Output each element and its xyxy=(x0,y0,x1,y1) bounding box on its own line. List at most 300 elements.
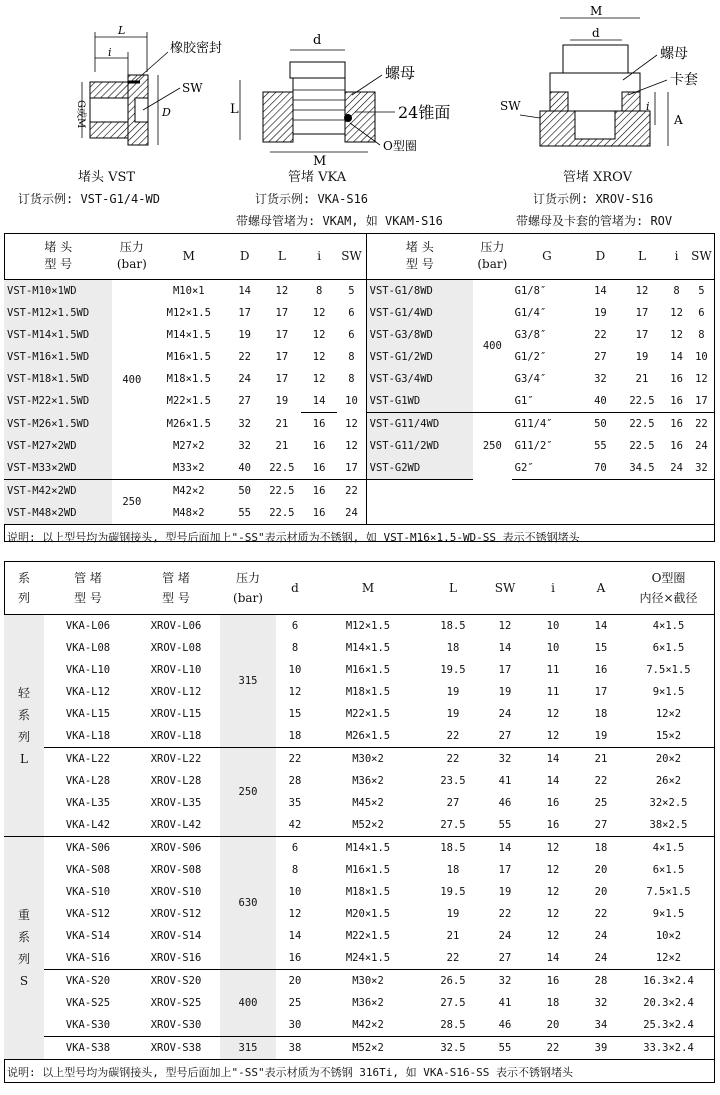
table1-cell: 16 xyxy=(665,390,688,413)
table2-cell: 18 xyxy=(288,730,302,742)
table2-cell: VKA-S14 xyxy=(65,930,111,942)
xrov-order-example: 订货示例: XROV-S16 xyxy=(533,192,654,206)
table1-right-header: G xyxy=(512,233,583,280)
table2-cell: 18.5 xyxy=(440,620,466,632)
table1-cell: M42×2 xyxy=(172,485,205,497)
table1-model-cell: VST-M42×2WD xyxy=(4,480,112,503)
table1-cell: 40 xyxy=(226,457,262,480)
table1-cell: 12 xyxy=(275,285,289,297)
table1-cell: M14×1.5 xyxy=(166,329,211,341)
table1-right-header: 压力 (bar) xyxy=(473,233,512,280)
table1-cell: 17 xyxy=(688,390,715,413)
table1-cell: 70 xyxy=(582,457,618,480)
table1-model-cell: VST-G2WD xyxy=(366,457,473,480)
table2-cell: 16 xyxy=(594,664,608,676)
table1-cell: 12 xyxy=(635,285,649,297)
table1-cell: 19 xyxy=(594,307,607,319)
vka-nut-label: 螺母 xyxy=(385,64,416,82)
table1-cell: 19 xyxy=(275,395,289,408)
vka-m-label: M xyxy=(313,154,327,169)
table2-cell: VKA-L10 xyxy=(65,664,111,676)
table1-note-row xyxy=(4,525,715,550)
table2-cell: 27.5 xyxy=(440,819,466,831)
table2-cell: XROV-S30 xyxy=(150,1019,202,1031)
table1-note: 说明: 以上型号均为碳钢接头, 型号后面加上"-SS"表示材质为不锈钢, 如 VST-M16×1.5-WD-SS 表示不锈钢堵头 xyxy=(4,525,715,550)
table2-cell: 22 xyxy=(594,775,608,787)
table2-cell: 27 xyxy=(498,730,512,742)
table2-cell: VKA-S06 xyxy=(44,837,132,860)
table2-row xyxy=(4,970,715,993)
table2-cell: 19 xyxy=(498,686,512,698)
table1-empty-cell xyxy=(366,480,715,503)
table2-cell: 18 xyxy=(580,837,622,860)
table2-header: 管 堵 型 号 xyxy=(44,561,132,615)
table1-cell: 14 xyxy=(594,285,607,297)
table1-cell: 34.5 xyxy=(619,457,666,480)
table1-cell: 22 xyxy=(337,480,366,503)
table2-cell: VKA-L35 xyxy=(65,797,111,809)
table2-cell: M14×1.5 xyxy=(314,837,422,860)
table1-cell: M48×2 xyxy=(172,507,205,519)
table1-cell: 50 xyxy=(238,485,251,497)
table2-row xyxy=(4,1014,715,1037)
table2-header: 管 堵 型 号 xyxy=(132,561,220,615)
table2-cell: M16×1.5 xyxy=(345,664,391,676)
table2-cell: 22 xyxy=(498,908,512,920)
table2-cell: 8 xyxy=(291,864,299,876)
table1-cell: 22.5 xyxy=(269,507,295,519)
table1-cell: 17 xyxy=(635,329,649,341)
table1-pressure-cell: 400 xyxy=(482,340,502,352)
table2-pressure-cell: 250 xyxy=(220,748,276,837)
table1-cell: 22 xyxy=(238,351,251,363)
table2-cell: VKA-S10 xyxy=(65,886,111,898)
table2-header: i xyxy=(526,561,580,615)
table2-cell: M45×2 xyxy=(352,797,384,809)
table1-cell: 12 xyxy=(337,413,366,436)
table1-cell: M16×1.5 xyxy=(166,351,211,363)
table2-cell: 20 xyxy=(594,886,608,898)
table2-cell: 7.5×1.5 xyxy=(646,886,691,898)
table2-row xyxy=(4,881,715,903)
table1-cell: 16 xyxy=(670,373,683,385)
table1-pressure-cell: 400 xyxy=(122,373,142,386)
table2-cell: 41 xyxy=(498,997,512,1009)
table2-row xyxy=(4,659,715,681)
table2-cell: VKA-L18 xyxy=(65,730,111,742)
table1-model-cell: VST-M12×1.5WD xyxy=(4,302,112,324)
table1-row xyxy=(4,324,715,346)
table1-cell: 14 xyxy=(670,351,683,363)
table2-cell: 12 xyxy=(546,886,560,898)
table1-cell: 24 xyxy=(238,373,251,385)
table2-cell: 18.5 xyxy=(422,837,484,860)
table2-row xyxy=(4,637,715,659)
table2-cell: 32.5 xyxy=(422,1037,484,1060)
table2-cell: M36×2 xyxy=(352,775,384,787)
table1-cell: 24 xyxy=(337,502,366,525)
table1-cell: 22 xyxy=(695,418,708,430)
table2-cell: 32×2.5 xyxy=(649,797,688,809)
table2-cell: M12×1.5 xyxy=(345,620,391,632)
table2-cell: 12 xyxy=(546,708,560,720)
table1-model-cell: VST-M48×2WD xyxy=(4,502,112,525)
table2-cell: 21 xyxy=(580,748,622,771)
table1-model-cell: VST-G11/2WD xyxy=(366,435,473,457)
table2-cell: VKA-L08 xyxy=(65,642,111,654)
table1-cell: 12 xyxy=(312,351,326,363)
table2-cell: 17 xyxy=(498,664,512,676)
table2-cell: 12 xyxy=(288,686,302,698)
table2-cell: 32 xyxy=(594,997,608,1009)
table1-cell: 12 xyxy=(670,329,683,341)
table1-left-header: 压力 (bar) xyxy=(112,233,151,280)
table2-cell: 16 xyxy=(546,797,560,809)
table1-cell: 14 xyxy=(238,285,251,297)
table1-cell: 17 xyxy=(337,457,366,480)
table2-cell: 32 xyxy=(484,748,526,771)
table2-cell: M16×1.5 xyxy=(345,864,391,876)
vst-drawing xyxy=(75,24,222,145)
table2-cell: 20 xyxy=(594,864,608,876)
table2-cell: 19 xyxy=(446,708,460,720)
table2-cell: 28.5 xyxy=(440,1019,466,1031)
table2-note: 说明: 以上型号均为碳钢接头, 型号后面加上"-SS"表示材质为不锈钢 316Ti, 如 VKA-S16-SS 表示不锈钢堵头 xyxy=(4,1060,715,1085)
table2-cell: 19 xyxy=(446,908,460,920)
table2-cell: XROV-L12 xyxy=(150,686,202,698)
table1-cell: 12 xyxy=(337,435,366,457)
table2-cell: XROV-S10 xyxy=(150,886,202,898)
table2-header: d xyxy=(276,561,314,615)
table1-cell: 21 xyxy=(275,417,289,430)
table1-cell: 27 xyxy=(238,395,251,408)
vst-caption: 堵头 VST xyxy=(78,170,136,185)
vka-d-label: d xyxy=(313,33,322,48)
table1-row xyxy=(4,346,715,368)
table1-row xyxy=(4,413,715,436)
table1-cell: 16 xyxy=(670,418,683,430)
table2-cell: M14×1.5 xyxy=(345,642,391,654)
table1-cell: 16 xyxy=(301,457,337,480)
table1-cell: G3/4″ xyxy=(514,373,547,385)
table2-cell: M22×1.5 xyxy=(345,708,391,720)
table2-pressure-cell: 400 xyxy=(220,970,276,1037)
table2-cell: 14 xyxy=(526,748,580,771)
table2-cell: XROV-L15 xyxy=(150,708,202,720)
table1-right-header: i xyxy=(665,233,688,280)
table2-cell: 27.5 xyxy=(440,997,466,1009)
table1-row xyxy=(4,368,715,390)
xrov-m-label: M xyxy=(590,4,603,18)
table2-cell: 25 xyxy=(594,797,608,809)
table2-cell: 14 xyxy=(546,952,560,964)
table2-header: O型圈 内径×截径 xyxy=(622,561,715,615)
table2-cell: 22 xyxy=(446,952,460,964)
table1-cell: 19 xyxy=(635,351,649,363)
table2-row xyxy=(4,992,715,1014)
table1-row xyxy=(4,280,715,303)
table2-cell: 14 xyxy=(484,837,526,860)
table2-cell: M52×2 xyxy=(352,819,384,831)
table2-header: A xyxy=(580,561,622,615)
table1-cell: 32 xyxy=(238,417,251,430)
table1-model-cell: VST-M14×1.5WD xyxy=(4,324,112,346)
table2-cell: 15×2 xyxy=(655,730,682,742)
table1-cell: 19 xyxy=(238,329,251,341)
vka-xrov-spec-table xyxy=(4,561,715,1084)
xrov-sleeve-label: 卡套 xyxy=(670,72,698,88)
table1-left-header: M xyxy=(151,233,226,280)
table2-cell: M36×2 xyxy=(352,997,384,1009)
vst-seal-label: 橡胶密封 xyxy=(170,41,223,56)
table1-cell: 32 xyxy=(238,440,251,452)
table1-left-header: L xyxy=(263,233,301,280)
table2-cell: 46 xyxy=(498,797,512,809)
table1-cell: 16 xyxy=(312,440,326,452)
table1-cell: 17 xyxy=(635,307,649,319)
table2-cell: 10 xyxy=(546,642,560,654)
table1-row xyxy=(4,435,715,457)
table2-cell: 6 xyxy=(291,620,299,632)
vst-g-label: G或M xyxy=(75,100,86,129)
table1-header-row xyxy=(4,233,715,280)
table1-left-header: i xyxy=(301,233,337,280)
table2-pressure-cell: 315 xyxy=(220,615,276,748)
table2-cell: 27 xyxy=(498,952,512,964)
table1-cell: 21 xyxy=(635,373,649,385)
table2-cell: VKA-S30 xyxy=(65,1019,111,1031)
table1-cell: M10×1 xyxy=(172,285,205,297)
table1-cell: G11/4″ xyxy=(514,418,553,430)
table1-cell: 16 xyxy=(312,418,326,430)
table2-cell: 19 xyxy=(446,686,460,698)
table1-cell: 21 xyxy=(275,440,289,452)
table2-cell: VKA-L42 xyxy=(65,819,111,831)
table2-cell: 11 xyxy=(546,686,560,698)
table2-row xyxy=(4,837,715,860)
table2-cell: 20.3×2.4 xyxy=(643,997,694,1009)
table2-cell: M26×1.5 xyxy=(345,730,391,742)
table1-cell: 22.5 xyxy=(619,390,666,413)
table2-cell: 8 xyxy=(291,642,299,654)
table2-cell: 23.5 xyxy=(440,775,466,787)
table2-cell: VKA-S38 xyxy=(44,1037,132,1060)
table1-cell: M26×1.5 xyxy=(166,417,211,430)
table2-cell: 20 xyxy=(276,970,314,993)
xrov-order-example-2: 带螺母及卡套的管堵为: ROV xyxy=(516,214,673,228)
table2-cell: 18 xyxy=(594,708,608,720)
table1-model-cell: VST-G3/8WD xyxy=(366,324,473,346)
xrov-sw-label: SW xyxy=(500,99,521,113)
vka-cone-label: 24锥面 xyxy=(398,103,451,122)
table2-cell: 12 xyxy=(288,908,302,920)
table1-cell: G3/8″ xyxy=(514,329,547,341)
table1-cell: G1/8″ xyxy=(514,285,547,297)
table1-cell: M33×2 xyxy=(151,457,226,480)
table2-cell: M30×2 xyxy=(314,970,422,993)
table1-cell: 16 xyxy=(312,485,326,497)
table2-cell: VKA-S08 xyxy=(65,864,111,876)
table1-cell: G1/2″ xyxy=(514,351,547,363)
table2-cell: 16.3×2.4 xyxy=(622,970,715,993)
table1-cell: 6 xyxy=(337,302,366,324)
vst-sw-label: SW xyxy=(182,81,203,95)
table2-cell: 16 xyxy=(546,819,560,831)
table1-cell: 12 xyxy=(312,329,326,341)
table2-cell: M52×2 xyxy=(314,1037,422,1060)
table2-cell: 19 xyxy=(498,886,512,898)
table2-cell: XROV-L35 xyxy=(150,797,202,809)
table2-cell: VKA-L06 xyxy=(65,620,111,632)
table1-model-cell: VST-G3/4WD xyxy=(366,368,473,390)
table1-cell: 55 xyxy=(594,440,607,452)
vst-spec-table xyxy=(4,233,715,549)
table2-row xyxy=(4,792,715,814)
table2-cell: 24 xyxy=(498,930,512,942)
table1-cell: 5 xyxy=(337,280,366,303)
table2-row xyxy=(4,681,715,703)
table2-cell: 38 xyxy=(276,1037,314,1060)
vka-order-example: 订货示例: VKA-S16 xyxy=(255,192,369,206)
table2-cell: 10 xyxy=(288,664,302,676)
table1-cell: 17 xyxy=(275,329,289,341)
table2-cell: 14 xyxy=(546,775,560,787)
table2-cell: 21 xyxy=(446,930,460,942)
table1-model-cell: VST-G1/8WD xyxy=(366,280,473,303)
table1-cell: 6 xyxy=(698,307,705,319)
table1-model-cell: VST-M22×1.5WD xyxy=(4,390,112,413)
table2-cell: XROV-L06 xyxy=(150,620,202,632)
table2-cell: VKA-S16 xyxy=(65,952,111,964)
table2-series-heavy: 重 系 列 S xyxy=(4,837,44,1060)
xrov-drawing xyxy=(500,4,698,146)
table1-model-cell: VST-M26×1.5WD xyxy=(4,413,112,436)
table2-cell: 22 xyxy=(422,748,484,771)
table2-cell: M18×1.5 xyxy=(345,686,391,698)
table2-cell: 17 xyxy=(594,686,608,698)
table2-cell: XROV-L08 xyxy=(150,642,202,654)
table1-cell: 24 xyxy=(695,440,708,452)
table2-cell: XROV-S08 xyxy=(150,864,202,876)
table2-cell: 22 xyxy=(276,748,314,771)
table2-cell: VKA-S12 xyxy=(65,908,111,920)
table2-cell: 9×1.5 xyxy=(652,908,685,920)
table2-cell: 30 xyxy=(288,1019,302,1031)
table1-cell: 17 xyxy=(238,307,251,319)
xrov-i-label: i xyxy=(646,100,650,113)
table2-cell: 22 xyxy=(594,908,608,920)
table2-cell: VKA-L15 xyxy=(65,708,111,720)
table2-cell: XROV-S12 xyxy=(150,908,202,920)
table2-cell: 33.3×2.4 xyxy=(622,1037,715,1060)
table2-cell: 12 xyxy=(546,864,560,876)
table1-left-header: D xyxy=(226,233,262,280)
table1-cell: 16 xyxy=(312,507,326,519)
xrov-d-label: d xyxy=(592,26,600,40)
table2-cell: 24 xyxy=(594,952,608,964)
table2-cell: XROV-L22 xyxy=(132,748,220,771)
table2-cell: 19 xyxy=(594,730,608,742)
table1-model-cell: VST-M27×2WD xyxy=(4,435,112,457)
table1-cell: 17 xyxy=(275,373,289,385)
table2-cell: 14 xyxy=(498,642,512,654)
table1-cell: G1″ xyxy=(512,390,583,413)
table2-cell: XROV-S38 xyxy=(132,1037,220,1060)
table1-cell: 17 xyxy=(275,307,289,319)
table2-cell: 10×2 xyxy=(655,930,682,942)
table1-cell: G11/2″ xyxy=(514,440,553,452)
table2-cell: 12 xyxy=(546,908,560,920)
table2-cell: 6 xyxy=(276,837,314,860)
table2-cell: M30×2 xyxy=(314,748,422,771)
table1-cell: M27×2 xyxy=(172,440,205,452)
table1-cell: 10 xyxy=(695,351,708,363)
table1-cell: M12×1.5 xyxy=(166,307,211,319)
table1-model-cell: VST-M16×1.5WD xyxy=(4,346,112,368)
table2-cell: 15 xyxy=(594,642,608,654)
table2-cell: 11 xyxy=(546,664,560,676)
table2-cell: 12 xyxy=(498,620,512,632)
table1-cell: 40 xyxy=(582,390,618,413)
table2-cell: 19.5 xyxy=(440,886,466,898)
table1-cell: 32 xyxy=(594,373,607,385)
table2-cell: 7.5×1.5 xyxy=(646,664,691,676)
table1-left-header: SW xyxy=(337,233,366,280)
table1-row xyxy=(4,480,715,503)
table2-cell: 34 xyxy=(594,1019,608,1031)
table1-cell: 10 xyxy=(337,390,366,413)
table2-cell: 46 xyxy=(498,1019,512,1031)
table2-cell: XROV-S14 xyxy=(150,930,202,942)
table2-cell: 24 xyxy=(594,930,608,942)
table2-cell: VKA-L22 xyxy=(44,748,132,771)
vka-l-label: L xyxy=(230,102,239,117)
table2-note-row xyxy=(4,1060,715,1085)
vka-order-example-2: 带螺母管堵为: VKAM, 如 VKAM-S16 xyxy=(236,214,443,228)
table2-cell: 41 xyxy=(498,775,512,787)
table2-cell: 42 xyxy=(288,819,302,831)
table2-cell: XROV-L18 xyxy=(150,730,202,742)
vka-caption: 管堵 VKA xyxy=(288,170,347,185)
table1-cell: 8 xyxy=(698,329,705,341)
table2-cell: 55 xyxy=(498,819,512,831)
table2-header: M xyxy=(314,561,422,615)
table2-cell: 18 xyxy=(446,642,460,654)
table1-model-cell: VST-G11/4WD xyxy=(366,413,473,436)
xrov-nut-label: 螺母 xyxy=(660,46,688,62)
table1-cell: 12 xyxy=(312,307,326,319)
table2-cell: XROV-S06 xyxy=(132,837,220,860)
table2-cell: 12 xyxy=(546,930,560,942)
table2-cell: 22 xyxy=(526,1037,580,1060)
table2-cell: M20×1.5 xyxy=(345,908,391,920)
table2-cell: 16 xyxy=(526,970,580,993)
table2-cell: 26.5 xyxy=(422,970,484,993)
table1-cell: 8 xyxy=(337,346,366,368)
table2-cell: 25 xyxy=(288,997,302,1009)
table2-row xyxy=(4,770,715,792)
table2-cell: VKA-S20 xyxy=(44,970,132,993)
table2-cell: 28 xyxy=(288,775,302,787)
table2-cell: 14 xyxy=(594,620,608,632)
table2-cell: XROV-L28 xyxy=(150,775,202,787)
table1-cell: 22 xyxy=(594,329,607,341)
table1-cell: 8 xyxy=(337,368,366,390)
table2-cell: 12 xyxy=(526,837,580,860)
table2-cell: M18×1.5 xyxy=(345,886,391,898)
table2-pressure-cell: 630 xyxy=(220,837,276,970)
table2-cell: 18 xyxy=(546,997,560,1009)
